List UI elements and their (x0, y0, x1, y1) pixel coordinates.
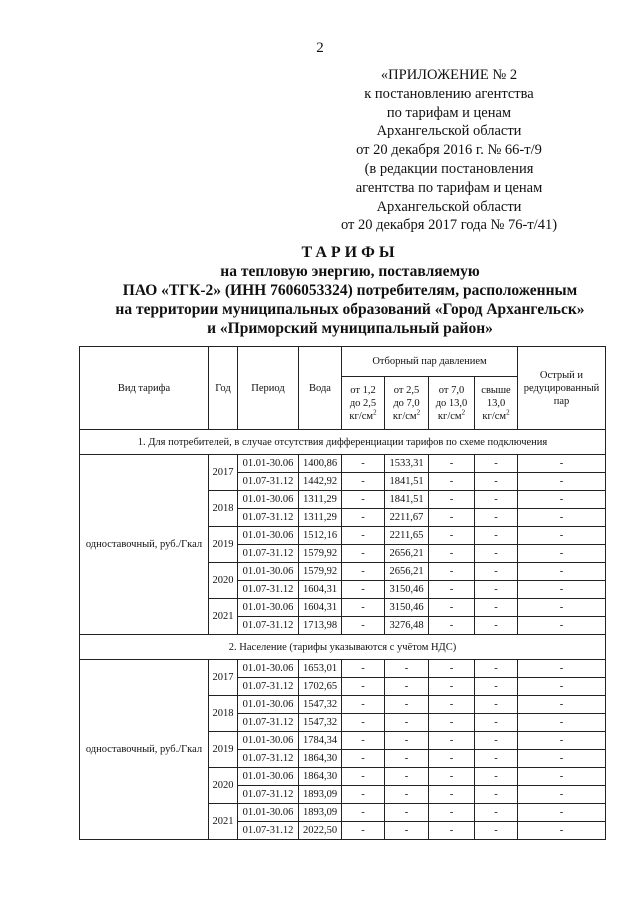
steam-value: - (385, 804, 429, 822)
steam-value: - (342, 581, 385, 599)
water-value: 1400,86 (299, 455, 342, 473)
period-cell: 01.07-31.12 (238, 678, 299, 696)
tariff-table (79, 346, 606, 840)
steam-value: - (342, 509, 385, 527)
steam-value: - (429, 617, 475, 635)
steam-value: - (342, 563, 385, 581)
sharp-steam-value: - (518, 545, 606, 563)
steam-value: - (475, 750, 518, 768)
steam-value: 2656,21 (385, 545, 429, 563)
unit-sup: 2 (461, 408, 466, 416)
steam-value: - (475, 509, 518, 527)
steam-value: - (475, 491, 518, 509)
header-steam-col (342, 377, 385, 430)
steam-col-line: от 2,5 (393, 384, 420, 396)
steam-value: - (342, 822, 385, 840)
header-steam-col (385, 377, 429, 430)
sharp-steam-value: - (518, 581, 606, 599)
steam-value: - (429, 563, 475, 581)
steam-value: - (429, 678, 475, 696)
period-cell: 01.07-31.12 (238, 545, 299, 563)
unit-sup: 2 (373, 408, 377, 416)
steam-col-line: от 7,0 (438, 384, 465, 396)
appendix-line: Архангельской области (376, 198, 522, 215)
steam-col-line: свыше (481, 384, 511, 396)
steam-value: - (429, 599, 475, 617)
unit-sup: 2 (506, 408, 510, 416)
page-number: 2 (316, 40, 324, 56)
period-cell: 01.01-30.06 (238, 768, 299, 786)
steam-value: - (475, 599, 518, 617)
period-cell: 01.07-31.12 (238, 581, 299, 599)
unit-text: кг/см (392, 410, 417, 422)
period-cell: 01.01-30.06 (238, 527, 299, 545)
steam-value: - (475, 455, 518, 473)
steam-value: - (342, 732, 385, 750)
steam-value: 2211,67 (385, 509, 429, 527)
appendix-line: к постановлению агентства (364, 85, 534, 102)
year-cell: 2019 (209, 527, 238, 563)
steam-value: - (429, 509, 475, 527)
steam-value: - (475, 786, 518, 804)
steam-col-line: до 2,5 (349, 397, 377, 409)
year-cell: 2018 (209, 491, 238, 527)
header-year: Год (209, 347, 238, 430)
water-value: 1547,32 (299, 714, 342, 732)
period-cell: 01.01-30.06 (238, 563, 299, 581)
period-cell: 01.07-31.12 (238, 786, 299, 804)
section-title: 1. Для потребителей, в случае отсутствия дифференциации тарифов по схеме подключения (80, 430, 606, 455)
sharp-steam-value: - (518, 455, 606, 473)
steam-value: - (342, 678, 385, 696)
steam-value: - (342, 804, 385, 822)
water-value: 1713,98 (299, 617, 342, 635)
period-cell: 01.07-31.12 (238, 822, 299, 840)
table-row (80, 455, 606, 473)
sharp-steam-value: - (518, 617, 606, 635)
header-sharp-steam: Острый и редуцированный пар (518, 347, 606, 430)
sharp-steam-value: - (518, 527, 606, 545)
table-row (80, 660, 606, 678)
period-cell: 01.07-31.12 (238, 750, 299, 768)
unit-text: кг/см (437, 410, 462, 422)
steam-value: - (475, 804, 518, 822)
period-cell: 01.01-30.06 (238, 491, 299, 509)
steam-value: - (385, 822, 429, 840)
steam-value: 1841,51 (385, 491, 429, 509)
header-period: Период (238, 347, 299, 430)
steam-value: - (429, 581, 475, 599)
steam-value: 2656,21 (385, 563, 429, 581)
water-value: 1311,29 (299, 509, 342, 527)
appendix-line: агентства по тарифам и ценам (355, 179, 543, 196)
water-value: 1702,65 (299, 678, 342, 696)
sharp-steam-value: - (518, 509, 606, 527)
appendix-line: по тарифам и ценам (386, 104, 512, 121)
steam-value: - (429, 491, 475, 509)
period-cell: 01.01-30.06 (238, 804, 299, 822)
steam-value: - (429, 732, 475, 750)
period-cell: 01.01-30.06 (238, 599, 299, 617)
period-cell: 01.01-30.06 (238, 660, 299, 678)
period-cell: 01.01-30.06 (238, 696, 299, 714)
steam-value: - (342, 617, 385, 635)
water-value: 1579,92 (299, 545, 342, 563)
steam-value: - (342, 491, 385, 509)
period-cell: 01.07-31.12 (238, 617, 299, 635)
steam-col-line: до 13,0 (435, 397, 468, 409)
water-value: 1784,34 (299, 732, 342, 750)
sharp-steam-value: - (518, 822, 606, 840)
appendix-line: (в редакции постановления (364, 160, 534, 177)
steam-value: - (342, 660, 385, 678)
document-title (70, 243, 630, 338)
appendix-line: от 20 декабря 2016 г. № 66-т/9 (356, 142, 542, 159)
steam-value: 2211,65 (385, 527, 429, 545)
steam-value: - (475, 473, 518, 491)
appendix-header (324, 66, 574, 235)
steam-value: - (342, 455, 385, 473)
water-value: 1653,01 (299, 660, 342, 678)
unit-text: кг/см (349, 410, 374, 422)
steam-value: - (475, 545, 518, 563)
steam-value: - (385, 786, 429, 804)
section-title: 2. Население (тарифы указываются с учётом НДС) (80, 635, 606, 660)
sharp-steam-value: - (518, 473, 606, 491)
steam-value: - (429, 804, 475, 822)
steam-value: - (385, 696, 429, 714)
title-line: и «Приморский муниципальный район» (207, 320, 493, 337)
steam-value: - (342, 714, 385, 732)
title-line: на тепловую энергию, поставляемую (220, 263, 480, 280)
steam-value: - (385, 732, 429, 750)
title-line: ТАРИФЫ (301, 244, 399, 261)
header-kind: Вид тарифа (80, 347, 209, 430)
steam-value: - (475, 660, 518, 678)
sharp-steam-value: - (518, 491, 606, 509)
steam-value: - (385, 750, 429, 768)
sharp-steam-value: - (518, 750, 606, 768)
header-water: Вода (299, 347, 342, 430)
steam-value: - (429, 455, 475, 473)
water-value: 1893,09 (299, 804, 342, 822)
steam-value: 1533,31 (385, 455, 429, 473)
steam-value: - (342, 527, 385, 545)
year-cell: 2018 (209, 696, 238, 732)
period-cell: 01.01-30.06 (238, 732, 299, 750)
header-steam-col (429, 377, 475, 430)
period-cell: 01.01-30.06 (238, 455, 299, 473)
steam-value: - (475, 678, 518, 696)
year-cell: 2020 (209, 768, 238, 804)
header-steam-group: Отборный пар давлением (342, 347, 518, 377)
steam-value: - (429, 786, 475, 804)
water-value: 1311,29 (299, 491, 342, 509)
steam-value: - (385, 768, 429, 786)
steam-value: - (342, 473, 385, 491)
water-value: 1442,92 (299, 473, 342, 491)
water-value: 1864,30 (299, 750, 342, 768)
steam-value: - (342, 750, 385, 768)
year-cell: 2021 (209, 599, 238, 635)
appendix-line: Архангельской области (376, 123, 522, 140)
unit-text: кг/см (482, 410, 507, 422)
steam-value: - (429, 768, 475, 786)
unit-sup: 2 (416, 408, 421, 416)
steam-value: - (475, 563, 518, 581)
year-cell: 2017 (209, 455, 238, 491)
steam-value: - (429, 660, 475, 678)
steam-value: - (475, 732, 518, 750)
steam-value: - (475, 617, 518, 635)
steam-value: - (342, 696, 385, 714)
steam-value: - (429, 714, 475, 732)
steam-value: - (475, 768, 518, 786)
sharp-steam-value: - (518, 660, 606, 678)
sharp-steam-value: - (518, 696, 606, 714)
steam-value: - (475, 581, 518, 599)
steam-value: - (385, 660, 429, 678)
steam-value: - (475, 696, 518, 714)
steam-value: - (429, 527, 475, 545)
sharp-steam-value: - (518, 678, 606, 696)
period-cell: 01.07-31.12 (238, 473, 299, 491)
period-cell: 01.07-31.12 (238, 714, 299, 732)
sharp-steam-value: - (518, 786, 606, 804)
header-steam-col (475, 377, 518, 430)
steam-value: 1841,51 (385, 473, 429, 491)
steam-col-line: от 1,2 (350, 384, 376, 396)
steam-value: - (429, 750, 475, 768)
steam-value: - (475, 714, 518, 732)
steam-value: - (342, 786, 385, 804)
steam-col-unit (475, 410, 517, 423)
sharp-steam-value: - (518, 804, 606, 822)
steam-value: - (342, 599, 385, 617)
period-cell: 01.07-31.12 (238, 509, 299, 527)
appendix-line: «ПРИЛОЖЕНИЕ № 2 (380, 67, 518, 83)
steam-col-line: до 7,0 (393, 397, 420, 409)
year-cell: 2017 (209, 660, 238, 696)
steam-value: - (429, 822, 475, 840)
sharp-steam-value: - (518, 563, 606, 581)
water-value: 1604,31 (299, 599, 342, 617)
steam-col-unit (342, 410, 384, 423)
steam-value: - (475, 822, 518, 840)
appendix-line: от 20 декабря 2017 года № 76-т/41) (340, 217, 558, 234)
steam-value: - (475, 527, 518, 545)
water-value: 1512,16 (299, 527, 342, 545)
sharp-steam-value: - (518, 732, 606, 750)
steam-col-line: 13,0 (486, 397, 506, 409)
water-value: 2022,50 (299, 822, 342, 840)
title-line: на территории муниципальных образований «Город Архангельск» (115, 301, 585, 318)
steam-value: - (429, 696, 475, 714)
sharp-steam-value: - (518, 714, 606, 732)
year-cell: 2020 (209, 563, 238, 599)
steam-value: - (342, 768, 385, 786)
title-line: ПАО «ТГК-2» (ИНН 7606053324) потребителям, расположенным (122, 282, 578, 299)
water-value: 1864,30 (299, 768, 342, 786)
water-value: 1893,09 (299, 786, 342, 804)
water-value: 1547,32 (299, 696, 342, 714)
water-value: 1579,92 (299, 563, 342, 581)
tariff-kind: одноставочный, руб./Гкал (80, 455, 209, 635)
sharp-steam-value: - (518, 599, 606, 617)
steam-value: 3150,46 (385, 599, 429, 617)
steam-col-unit (385, 410, 428, 423)
steam-col-unit (429, 410, 474, 423)
steam-value: - (342, 545, 385, 563)
steam-value: - (385, 678, 429, 696)
steam-value: - (429, 473, 475, 491)
steam-value: - (429, 545, 475, 563)
sharp-steam-value: - (518, 768, 606, 786)
steam-value: 3150,46 (385, 581, 429, 599)
year-cell: 2019 (209, 732, 238, 768)
water-value: 1604,31 (299, 581, 342, 599)
year-cell: 2021 (209, 804, 238, 840)
tariff-kind: одноставочный, руб./Гкал (80, 660, 209, 840)
steam-value: - (385, 714, 429, 732)
steam-value: 3276,48 (385, 617, 429, 635)
